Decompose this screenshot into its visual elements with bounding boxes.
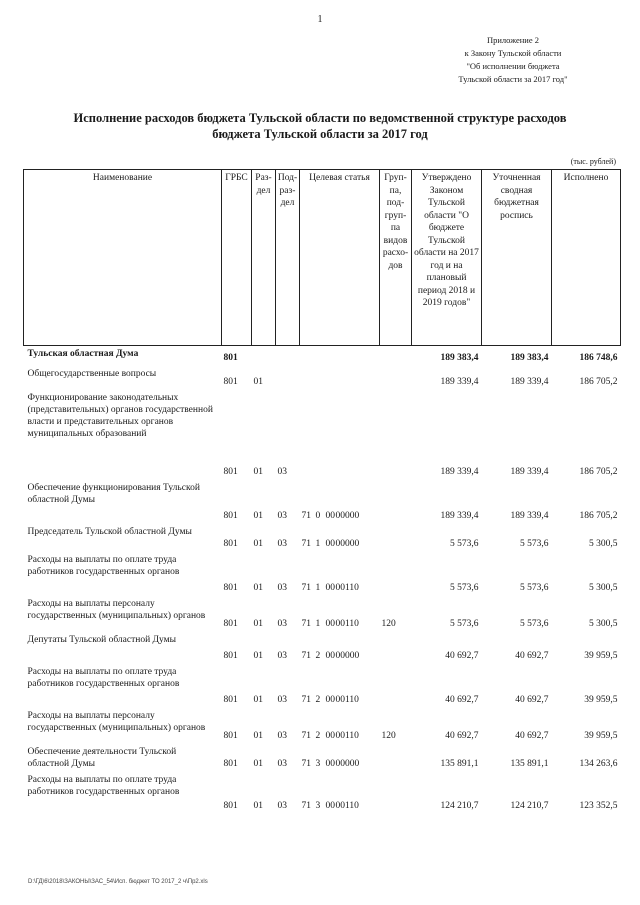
target-code-part: 00: [325, 758, 335, 769]
budget-table: [23, 169, 621, 814]
cell-refined: 124 210,7: [510, 800, 549, 811]
cell-target: [300, 524, 380, 552]
cell-name: Расходы на выплаты по оплате труда работников государственных органов: [27, 774, 180, 797]
cell-target: [300, 366, 380, 390]
target-code-part: 00110: [335, 730, 359, 741]
cell-section: 01: [253, 618, 263, 629]
target-code-part: 00: [325, 800, 335, 811]
cell-section: 01: [253, 730, 263, 741]
cell-grbs: 801: [223, 582, 238, 593]
cell-subsection: 03: [277, 510, 287, 521]
cell-executed: 5 300,5: [589, 538, 618, 549]
cell-executed: 186 705,2: [579, 376, 618, 387]
header-subsection: Под-раз-дел: [276, 170, 300, 346]
header-target: Целевая статья: [300, 170, 380, 346]
target-code-part: 00110: [335, 800, 359, 811]
cell-target: [300, 664, 380, 708]
cell-grbs: 801: [223, 800, 238, 811]
cell-name: Общегосударственные вопросы: [27, 368, 157, 379]
cell-section: 01: [253, 376, 263, 387]
cell-grbs: 801: [223, 538, 238, 549]
cell-target: [300, 480, 380, 524]
cell-refined: 189 339,4: [510, 466, 549, 477]
cell-name: Обеспечение функционирования Тульской областной Думы: [27, 482, 200, 505]
page-number: 1: [317, 14, 323, 25]
cell-target: [300, 744, 380, 772]
target-code-part: 00000: [335, 510, 360, 521]
cell-grbs: 801: [223, 650, 238, 661]
title-line: Исполнение расходов бюджета Тульской области по ведомственной структуре расходов: [73, 111, 567, 125]
target-code-part: 00000: [335, 538, 360, 549]
cell-subsection: [276, 346, 300, 366]
cell-section: 01: [253, 466, 263, 477]
cell-approved: 189 339,4: [440, 510, 479, 521]
cell-executed: 5 300,5: [589, 618, 618, 629]
cell-group: [380, 632, 412, 664]
cell-name: Расходы на выплаты по оплате труда работников государственных органов: [27, 666, 180, 689]
cell-approved: 124 210,7: [440, 800, 479, 811]
target-code-part: 00110: [335, 618, 359, 629]
table-row: [24, 346, 621, 366]
cell-section: 01: [253, 582, 263, 593]
table-row: [24, 552, 621, 596]
cell-grbs: 801: [223, 758, 238, 769]
cell-refined: 40 692,7: [515, 730, 549, 741]
cell-approved: 5 573,6: [450, 618, 479, 629]
cell-target: [300, 346, 380, 366]
cell-section: [252, 346, 276, 366]
cell-name: Расходы на выплаты по оплате труда работников государственных органов: [27, 554, 180, 577]
title-line: бюджета Тульской области за 2017 год: [212, 127, 428, 141]
cell-target: [300, 552, 380, 596]
target-code-part: 71: [301, 730, 311, 741]
cell-group: [380, 772, 412, 814]
target-code-part: 00: [325, 650, 335, 661]
cell-subsection: 03: [277, 650, 287, 661]
target-code-part: 2: [315, 694, 321, 705]
target-code-part: 1: [315, 618, 321, 629]
cell-subsection: 03: [277, 694, 287, 705]
cell-grbs: 801: [223, 466, 238, 477]
target-code-part: 0: [315, 510, 321, 521]
cell-name: Функционирование законодательных (представительных) органов государственной власти и представительных органов муниципальных образований: [27, 392, 213, 439]
cell-section: 01: [253, 800, 263, 811]
cell-name: Председатель Тульской областной Думы: [27, 526, 192, 537]
cell-name: Депутаты Тульской областной Думы: [27, 634, 177, 645]
cell-approved: 40 692,7: [445, 694, 479, 705]
cell-approved: 189 383,4: [440, 352, 479, 363]
cell-executed: 186 705,2: [579, 510, 618, 521]
cell-group: [380, 480, 412, 524]
target-code-part: 1: [315, 582, 321, 593]
cell-approved: 5 573,6: [450, 538, 479, 549]
cell-group: [380, 744, 412, 772]
cell-target: [300, 708, 380, 744]
target-code-part: 71: [301, 694, 311, 705]
cell-refined: 189 383,4: [510, 352, 549, 363]
cell-refined: 40 692,7: [515, 650, 549, 661]
target-code-part: 71: [301, 800, 311, 811]
cell-section: 01: [253, 694, 263, 705]
target-code-part: 71: [301, 618, 311, 629]
target-code-part: 00: [325, 538, 335, 549]
target-code-part: 2: [315, 730, 321, 741]
cell-executed: 123 352,5: [579, 800, 618, 811]
header-approved: Утверждено Законом Тульской области "О бюджете Тульской области на 2017 год и на плановый период 2018 и 2019 годов": [412, 170, 482, 346]
table-row: [24, 632, 621, 664]
header-name: Наименование: [24, 170, 222, 346]
header-refined: Уточненная сводная бюджетная роспись: [482, 170, 552, 346]
cell-approved: 135 891,1: [440, 758, 479, 769]
cell-group: [380, 552, 412, 596]
target-code-part: 71: [301, 538, 311, 549]
cell-target: [300, 390, 380, 480]
cell-approved: 189 339,4: [440, 466, 479, 477]
cell-group: [380, 346, 412, 366]
table-row: [24, 708, 621, 744]
target-code-part: 2: [315, 650, 321, 661]
cell-group: [380, 390, 412, 480]
cell-name: Расходы на выплаты персоналу государственных (муниципальных) органов: [27, 598, 206, 621]
cell-executed: 134 263,6: [579, 758, 618, 769]
cell-target: [300, 596, 380, 632]
cell-section: 01: [253, 650, 263, 661]
target-code-part: 00: [325, 618, 335, 629]
cell-grbs: 801: [223, 694, 238, 705]
header-grbs: ГРБС: [222, 170, 252, 346]
cell-refined: 5 573,6: [520, 618, 549, 629]
cell-subsection: 03: [277, 466, 287, 477]
appendix-line: к Закону Тульской области: [464, 48, 562, 58]
cell-subsection: 03: [277, 538, 287, 549]
header-executed: Исполнено: [552, 170, 621, 346]
appendix-line: Приложение 2: [487, 35, 539, 45]
table-row: [24, 772, 621, 814]
appendix-note: [438, 34, 588, 86]
target-code-part: 00000: [335, 650, 360, 661]
cell-executed: 186 748,6: [579, 352, 618, 363]
target-code-part: 1: [315, 538, 321, 549]
cell-executed: 39 959,5: [584, 730, 618, 741]
cell-section: 01: [253, 758, 263, 769]
target-code-part: 00000: [335, 758, 360, 769]
cell-group: 120: [381, 730, 396, 741]
cell-name: Расходы на выплаты персоналу государственных (муниципальных) органов: [27, 710, 206, 733]
table-row: [24, 524, 621, 552]
target-code-part: 00: [325, 510, 335, 521]
cell-grbs: 801: [223, 510, 238, 521]
cell-refined: 189 339,4: [510, 510, 549, 521]
target-code-part: 3: [315, 758, 321, 769]
table-row: [24, 366, 621, 390]
cell-subsection: 03: [277, 582, 287, 593]
cell-target: [300, 772, 380, 814]
appendix-line: Тульской области за 2017 год": [458, 74, 568, 84]
cell-refined: 5 573,6: [520, 582, 549, 593]
table-row: [24, 664, 621, 708]
cell-subsection: 03: [277, 730, 287, 741]
cell-group: [380, 366, 412, 390]
table-row: [24, 596, 621, 632]
cell-group: [380, 664, 412, 708]
target-code-part: 00: [325, 694, 335, 705]
cell-executed: 5 300,5: [589, 582, 618, 593]
cell-subsection: [276, 366, 300, 390]
cell-approved: 189 339,4: [440, 376, 479, 387]
table-header-row: [24, 170, 621, 346]
cell-target: [300, 632, 380, 664]
footer-file-path: D:\ГД\6\2018\ЗАКОНЫ\ЗАС_54\Исп. бюджет ТО 2017_2 ч\Пр2.xls: [28, 879, 208, 885]
cell-grbs: 801: [223, 376, 238, 387]
cell-refined: 189 339,4: [510, 376, 549, 387]
cell-refined: 135 891,1: [510, 758, 549, 769]
cell-executed: 39 959,5: [584, 694, 618, 705]
table-row: [24, 390, 621, 480]
cell-subsection: 03: [277, 618, 287, 629]
table-row: [24, 744, 621, 772]
target-code-part: 00110: [335, 694, 359, 705]
cell-subsection: 03: [277, 758, 287, 769]
cell-approved: 40 692,7: [445, 650, 479, 661]
cell-executed: 186 705,2: [579, 466, 618, 477]
document-title: [0, 110, 640, 142]
target-code-part: 3: [315, 800, 321, 811]
target-code-part: 00: [325, 582, 335, 593]
cell-section: 01: [253, 538, 263, 549]
cell-subsection: 03: [277, 800, 287, 811]
target-code-part: 00: [325, 730, 335, 741]
cell-refined: 40 692,7: [515, 694, 549, 705]
cell-refined: 5 573,6: [520, 538, 549, 549]
cell-name: Тульская областная Дума: [27, 349, 139, 359]
units-label: (тыс. рублей): [570, 157, 616, 166]
cell-approved: 40 692,7: [445, 730, 479, 741]
cell-grbs: 801: [223, 618, 238, 629]
target-code-part: 00110: [335, 582, 359, 593]
header-section: Раз-дел: [252, 170, 276, 346]
cell-approved: 5 573,6: [450, 582, 479, 593]
target-code-part: 71: [301, 650, 311, 661]
cell-name: Обеспечение деятельности Тульской областной Думы: [27, 746, 177, 769]
header-group: Груп-па, под-груп-па видов расхо-дов: [380, 170, 412, 346]
cell-group: [380, 524, 412, 552]
appendix-line: "Об исполнении бюджета: [466, 61, 560, 71]
cell-group: 120: [381, 618, 396, 629]
target-code-part: 71: [301, 582, 311, 593]
table-row: [24, 480, 621, 524]
target-code-part: 71: [301, 758, 311, 769]
cell-grbs: 801: [223, 730, 238, 741]
cell-grbs: 801: [223, 352, 238, 363]
cell-section: 01: [253, 510, 263, 521]
target-code-part: 71: [301, 510, 311, 521]
cell-executed: 39 959,5: [584, 650, 618, 661]
